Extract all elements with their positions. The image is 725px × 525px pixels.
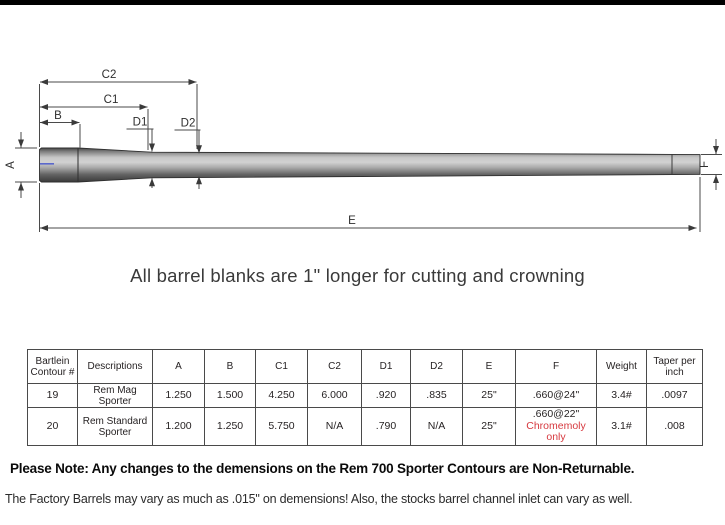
col-header-d1: D1 (362, 350, 411, 384)
cell-d1: .920 (362, 384, 411, 408)
cell-a: 1.250 (153, 384, 205, 408)
cell-description: Rem Standard Sporter (78, 408, 153, 446)
cell-weight: 3.4# (597, 384, 647, 408)
cell-b: 1.250 (205, 408, 256, 446)
dim-label-c2: C2 (101, 69, 117, 81)
barrel-body (40, 148, 701, 182)
cell-taper: .008 (647, 408, 703, 446)
cell-c2: N/A (308, 408, 362, 446)
cell-c2: 6.000 (308, 384, 362, 408)
factory-variance-note: The Factory Barrels may vary as much as .015" on demensions! Also, the stocks barrel channel inlet can vary as well. (5, 492, 633, 506)
cell-c1: 4.250 (256, 384, 308, 408)
cell-e: 25" (463, 408, 516, 446)
dim-label-a: A (5, 161, 17, 169)
col-header-taper: Taper per inch (647, 350, 703, 384)
dim-label-c1: C1 (103, 94, 119, 106)
cell-contour: 19 (28, 384, 78, 408)
dim-label-d2: D2 (180, 117, 196, 130)
dim-label-e: E (348, 215, 356, 227)
col-header-weight: Weight (597, 350, 647, 384)
dim-label-f: F (699, 160, 711, 169)
table-header-row (28, 350, 703, 384)
cell-c1: 5.750 (256, 408, 308, 446)
cell-f-chromemoly-note: Chromemoly only (526, 419, 586, 444)
cell-contour: 20 (28, 408, 78, 446)
cell-f-value: .660@22" (532, 408, 580, 421)
cell-b: 1.500 (205, 384, 256, 408)
col-header-f: F (516, 350, 597, 384)
cell-d2: N/A (411, 408, 463, 446)
dim-label-b: B (54, 110, 62, 122)
cell-weight: 3.1# (597, 408, 647, 446)
cell-d2: .835 (411, 384, 463, 408)
cell-f (516, 408, 597, 446)
col-header-d2: D2 (411, 350, 463, 384)
dim-label-d1: D1 (132, 116, 148, 129)
non-returnable-note: Please Note: Any changes to the demensions on the Rem 700 Sporter Contours are Non-Returnable. (10, 461, 635, 476)
col-header-contour: Bartlein Contour # (28, 350, 78, 384)
cell-d1: .790 (362, 408, 411, 446)
col-header-c1: C1 (256, 350, 308, 384)
cell-e: 25" (463, 384, 516, 408)
cell-description: Rem Mag Sporter (78, 384, 153, 408)
barrel-dimension-diagram (0, 0, 725, 250)
col-header-b: B (205, 350, 256, 384)
col-header-c2: C2 (308, 350, 362, 384)
col-header-a: A (153, 350, 205, 384)
cell-f: .660@24" (516, 384, 597, 408)
spec-table (27, 349, 703, 446)
table-row-contour-20 (28, 408, 703, 446)
cell-taper: .0097 (647, 384, 703, 408)
cell-a: 1.200 (153, 408, 205, 446)
col-header-e: E (463, 350, 516, 384)
col-header-descriptions: Descriptions (78, 350, 153, 384)
heading-text: All barrel blanks are 1" longer for cutting and crowning (130, 265, 585, 286)
table-row-contour-19 (28, 384, 703, 408)
